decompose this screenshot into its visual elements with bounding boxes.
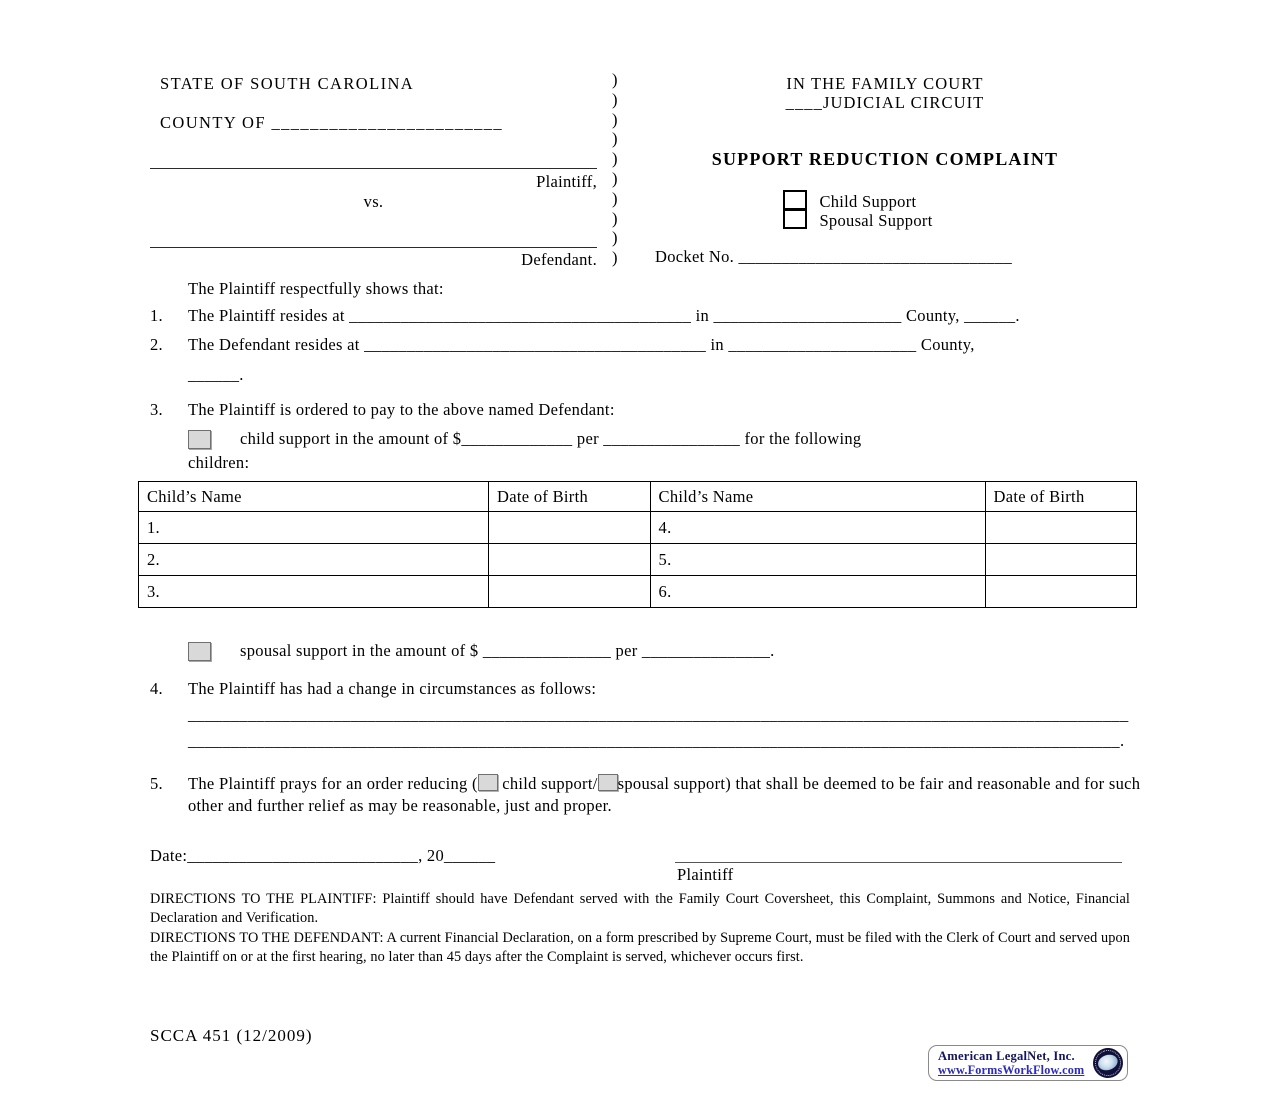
table-cell-child-5: 5.: [650, 544, 985, 576]
table-row: [139, 576, 1137, 608]
item-2-text: The Defendant resides at ________________________________________ in ______________________ County,: [188, 335, 975, 354]
item-2: [150, 335, 975, 355]
child-support-amount-checkbox[interactable]: [188, 430, 211, 449]
judicial-circuit-line: ____JUDICIAL CIRCUIT: [785, 93, 985, 112]
table-row: [139, 512, 1137, 544]
state-caption: STATE OF SOUTH CAROLINA: [160, 74, 415, 93]
form-title: SUPPORT REDUCTION COMPLAINT: [711, 149, 1059, 169]
item-3-text: The Plaintiff is ordered to pay to the above named Defendant:: [188, 400, 615, 419]
change-blank-line-2: _____________________________________________________________________________________________________________.: [188, 731, 1125, 750]
reduce-spousal-support-checkbox[interactable]: [598, 774, 618, 791]
change-blank-line-1: ______________________________________________________________________________________________________________: [188, 705, 1129, 724]
directions-to-defendant: DIRECTIONS TO THE DEFENDANT: A current Financial Declaration, on a form prescribed by Supreme Court, must be filed with the Clerk of Court and served upon the Plaintiff on or at the first hearing, no later than 45 days after the Complaint is served, whichever occurs first.: [150, 930, 1130, 966]
paren-mark: ): [612, 228, 618, 248]
item-3: [150, 400, 615, 420]
vs-label: vs.: [363, 192, 384, 211]
intro-text: The Plaintiff respectfully shows that:: [188, 279, 444, 298]
table-cell-dob-2: [489, 544, 650, 576]
item-2-number: 2.: [150, 335, 163, 354]
table-cell-dob-6: [985, 576, 1136, 608]
form-number: SCCA 451 (12/2009): [150, 1026, 313, 1045]
defendant-name-line: [150, 229, 597, 248]
paren-mark: ): [612, 188, 618, 208]
caption-paren-column: [612, 70, 618, 268]
table-cell-dob-3: [489, 576, 650, 608]
paren-mark: ): [612, 248, 618, 268]
item-5-text-part1: The Plaintiff prays for an order reducing (: [188, 774, 478, 793]
plaintiff-label: Plaintiff,: [536, 172, 597, 191]
table-row: [139, 544, 1137, 576]
legalnet-badge: [928, 1045, 1128, 1081]
item-5-text: [150, 773, 1150, 818]
paren-mark: ): [612, 129, 618, 149]
table-header-childs-name-1: Child’s Name: [139, 482, 489, 512]
table-header-date-of-birth-2: Date of Birth: [985, 482, 1136, 512]
children-table: [138, 481, 1137, 608]
legalnet-badge-text: [938, 1049, 1093, 1077]
paren-mark: ): [612, 208, 618, 228]
item-5-number: 5.: [150, 774, 163, 793]
spousal-support-option-label: Spousal Support: [819, 211, 933, 230]
table-cell-child-1: 1.: [139, 512, 489, 544]
child-support-amount-continuation: children:: [188, 453, 250, 472]
table-header-date-of-birth-1: Date of Birth: [489, 482, 650, 512]
paren-mark: ): [612, 89, 618, 109]
formsworkflow-link[interactable]: www.FormsWorkFlow.com: [938, 1063, 1085, 1077]
spousal-support-amount-checkbox[interactable]: [188, 642, 211, 661]
directions-to-plaintiff: DIRECTIONS TO THE PLAINTIFF: Plaintiff should have Defendant served with the Family Court Coversheet, this Complaint, Summons and Notice, Financial Declaration and Verification.: [150, 891, 1130, 927]
plaintiff-signature-label: Plaintiff: [677, 865, 734, 884]
plaintiff-signature-line: [675, 844, 1122, 863]
child-support-option-label: Child Support: [819, 192, 917, 211]
child-support-amount-line: child support in the amount of $_____________ per ________________ for the following: [240, 429, 862, 448]
legalnet-company-name: American LegalNet, Inc.: [938, 1049, 1075, 1063]
table-cell-child-4: 4.: [650, 512, 985, 544]
table-cell-dob-1: [489, 512, 650, 544]
paren-mark: ): [612, 70, 618, 89]
court-name: IN THE FAMILY COURT: [786, 74, 984, 93]
paren-mark: ): [612, 168, 618, 188]
docket-number-line: Docket No. ________________________________: [655, 247, 1013, 266]
spousal-support-checkbox[interactable]: [783, 209, 807, 229]
item-2-continuation: ______.: [188, 365, 244, 384]
item-3-number: 3.: [150, 400, 163, 419]
children-table-header-row: [139, 482, 1137, 512]
table-cell-child-6: 6.: [650, 576, 985, 608]
table-cell-child-3: 3.: [139, 576, 489, 608]
item-1-text: The Plaintiff resides at ________________________________________ in ______________________ County, ______.: [188, 306, 1020, 325]
plaintiff-name-line: [150, 150, 597, 169]
item-4-text: The Plaintiff has had a change in circumstances as follows:: [188, 679, 597, 698]
item-5: [150, 773, 1150, 818]
child-support-checkbox[interactable]: [783, 190, 807, 210]
defendant-label: Defendant.: [521, 250, 597, 269]
item-1-number: 1.: [150, 306, 163, 325]
item-5-text-part3: spousal support) that shall be deemed to be fair and reasonable and for such other and further relief as may be reasonable, just and proper.: [188, 774, 1141, 816]
spousal-support-amount-line: spousal support in the amount of $ _______________ per _______________.: [240, 641, 775, 660]
reduce-child-support-checkbox[interactable]: [478, 774, 498, 791]
date-line: Date:___________________________, 20______: [150, 846, 496, 865]
table-cell-dob-4: [985, 512, 1136, 544]
table-cell-child-2: 2.: [139, 544, 489, 576]
paren-mark: ): [612, 149, 618, 169]
item-4: [150, 679, 596, 699]
spousal-support-option: [783, 209, 933, 231]
table-cell-dob-5: [985, 544, 1136, 576]
item-4-number: 4.: [150, 679, 163, 698]
paren-mark: ): [612, 109, 618, 129]
legalnet-globe-logo-icon: [1089, 1044, 1127, 1082]
table-header-childs-name-2: Child’s Name: [650, 482, 985, 512]
item-5-text-part2: child support/: [497, 774, 598, 793]
county-line: COUNTY OF ________________________: [160, 113, 504, 132]
item-1: [150, 306, 1020, 326]
